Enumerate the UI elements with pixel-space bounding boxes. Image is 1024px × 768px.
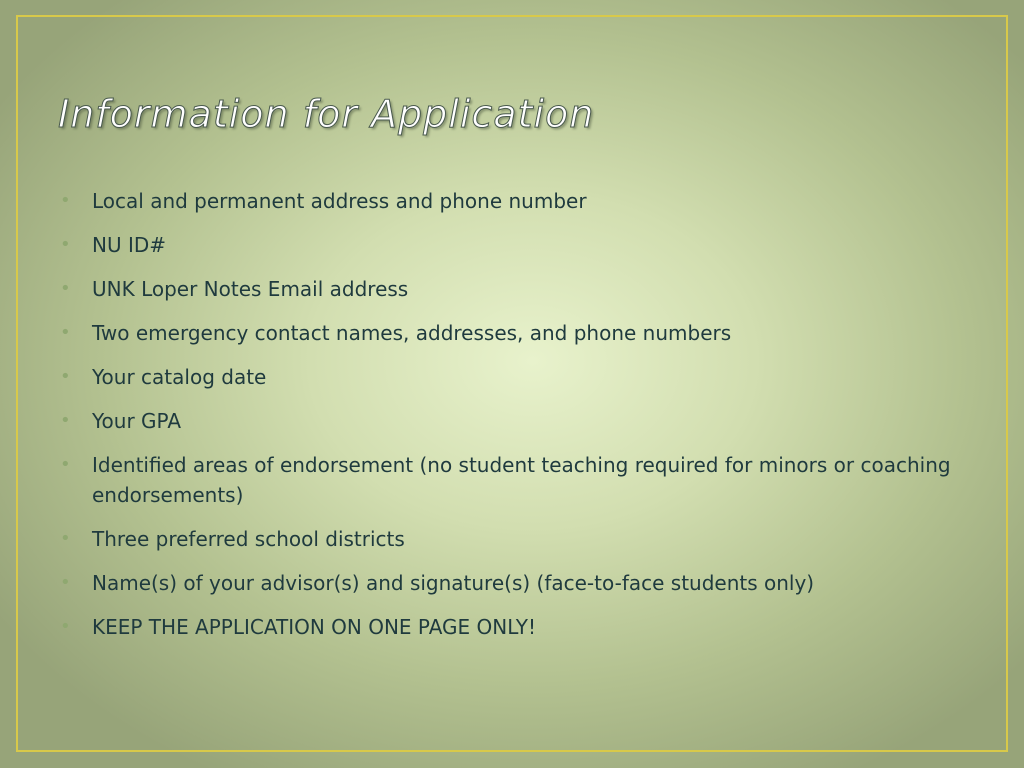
bullet-dot-icon: • — [60, 454, 71, 475]
list-item — [60, 274, 960, 304]
list-item-text: UNK Loper Notes Email address — [92, 277, 409, 301]
list-item — [60, 568, 960, 598]
bullet-dot-icon: • — [60, 366, 71, 387]
list-item — [60, 406, 960, 436]
bullet-list — [60, 186, 960, 656]
list-item-text: NU ID# — [92, 233, 167, 257]
bullet-dot-icon: • — [60, 190, 71, 211]
bullet-dot-icon: • — [60, 278, 71, 299]
list-item-text: Your GPA — [92, 409, 182, 433]
list-item — [60, 450, 960, 510]
list-item — [60, 318, 960, 348]
bullet-dot-icon: • — [60, 572, 71, 593]
list-item — [60, 524, 960, 554]
list-item-text: Three preferred school districts — [92, 527, 405, 551]
list-item-text: KEEP THE APPLICATION ON ONE PAGE ONLY! — [92, 615, 536, 639]
bullet-dot-icon: • — [60, 234, 71, 255]
list-item — [60, 186, 960, 216]
list-item-text: Name(s) of your advisor(s) and signature(s) (face-to-face students only) — [92, 571, 815, 595]
list-item-text: Identified areas of endorsement (no student teaching required for minors or coaching endorsements) — [92, 453, 951, 507]
list-item-text: Local and permanent address and phone number — [92, 189, 587, 213]
bullet-dot-icon: • — [60, 322, 71, 343]
list-item-text: Your catalog date — [92, 365, 267, 389]
bullet-dot-icon: • — [60, 616, 71, 637]
list-item-text: Two emergency contact names, addresses, and phone numbers — [92, 321, 732, 345]
bullet-dot-icon: • — [60, 528, 71, 549]
list-item — [60, 230, 960, 260]
list-item — [60, 612, 960, 642]
bullet-dot-icon: • — [60, 410, 71, 431]
slide-title: Information for Application — [58, 92, 595, 136]
list-item — [60, 362, 960, 392]
